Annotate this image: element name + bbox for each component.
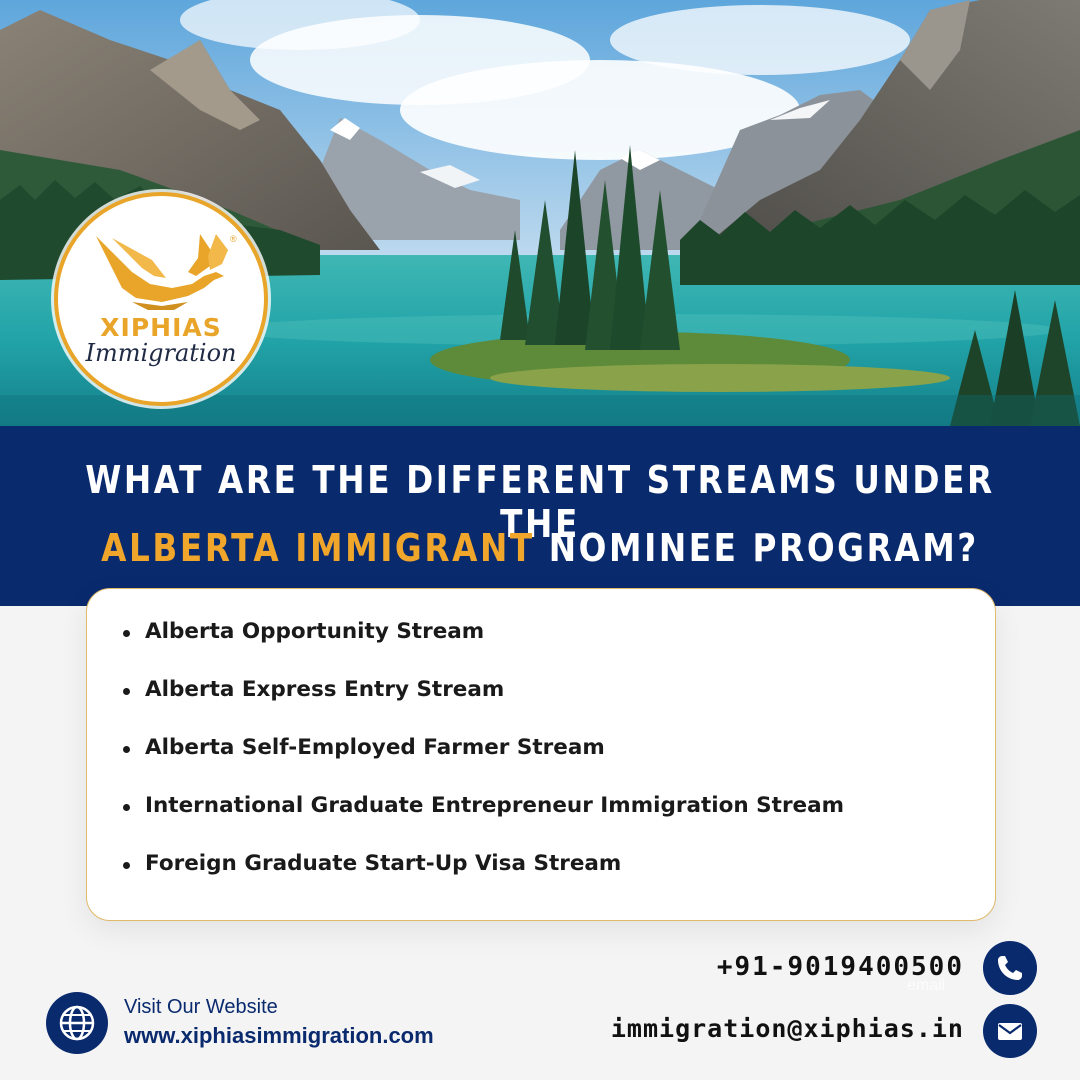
list-item: Alberta Express Entry Stream	[121, 677, 844, 735]
logo-tagline: Immigration	[85, 339, 237, 367]
email-watermark: email	[907, 977, 946, 994]
list-item: Alberta Opportunity Stream	[121, 619, 844, 677]
headline-line-1: WHAT ARE THE DIFFERENT STREAMS UNDER THE	[85, 458, 995, 546]
logo-brand-name: XIPHIAS	[100, 313, 222, 342]
headline-highlight: ALBERTA IMMIGRANT	[101, 526, 535, 570]
xiphias-logo	[54, 192, 268, 406]
email-address[interactable]: immigration@xiphias.in	[610, 1014, 964, 1043]
envelope-icon[interactable]	[983, 1004, 1037, 1058]
title-band	[0, 426, 1080, 606]
streams-list	[121, 619, 844, 909]
globe-icon[interactable]	[46, 992, 108, 1054]
list-item: Foreign Graduate Start-Up Visa Stream	[121, 851, 844, 909]
list-item: International Graduate Entrepreneur Immigration Stream	[121, 793, 844, 851]
headline-rest: NOMINEE PROGRAM?	[534, 526, 979, 570]
registered-mark: ®	[230, 234, 237, 244]
eagle-icon	[92, 232, 238, 312]
phone-icon[interactable]	[983, 941, 1037, 995]
phone-number[interactable]: +91-9019400500	[716, 952, 964, 982]
website-label: Visit Our Website	[124, 996, 278, 1018]
website-link[interactable]: www.xiphiasimmigration.com	[124, 1023, 434, 1048]
streams-card	[86, 588, 996, 921]
headline-line-2	[76, 526, 1005, 570]
list-item: Alberta Self-Employed Farmer Stream	[121, 735, 844, 793]
